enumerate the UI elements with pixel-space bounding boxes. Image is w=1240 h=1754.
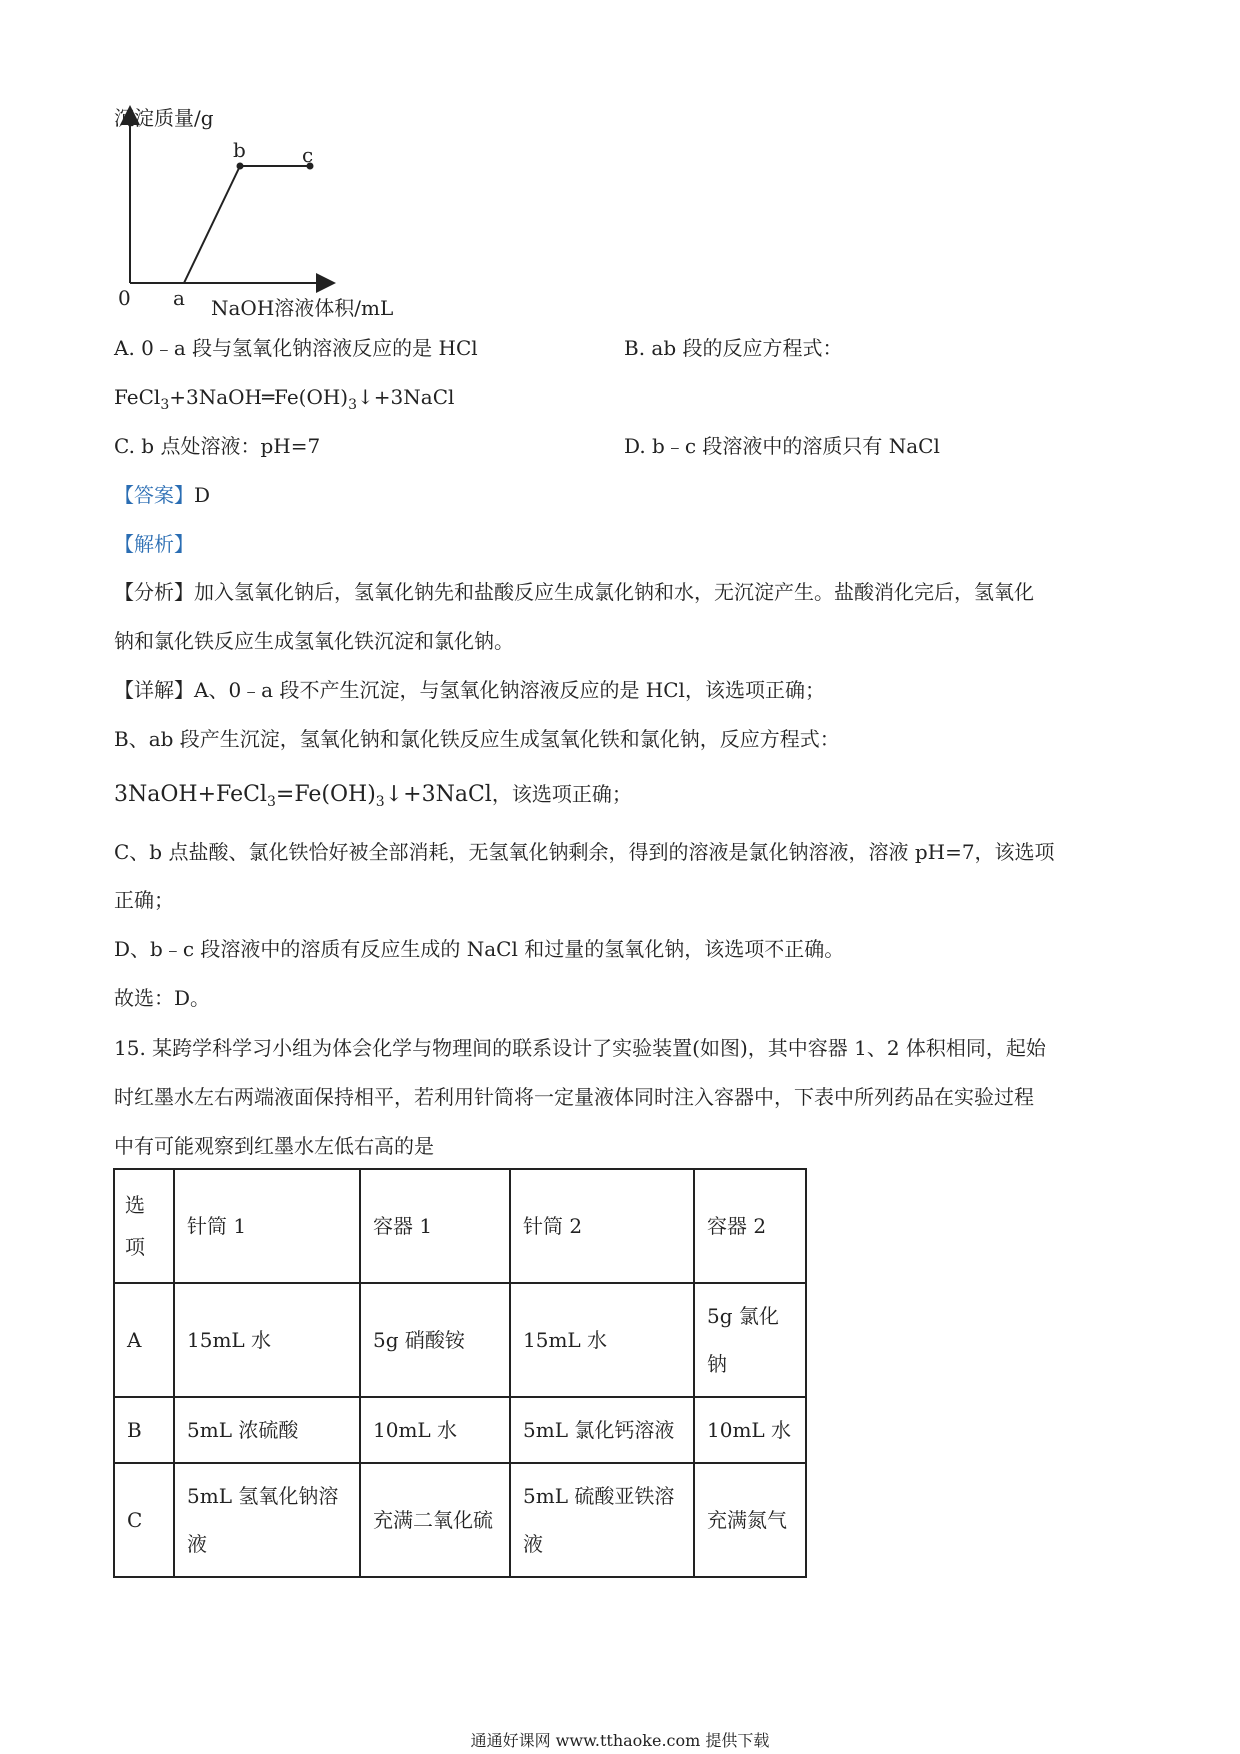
point-a-label: a — [173, 286, 185, 310]
option-b-equation: $FeCl_3+3NaOH═Fe(OH)_3↓+3NaCl$ — [114, 385, 455, 413]
question15-line2: 时红墨水左右两端液面保持相平，若利用针筒将一定量液体同时注入容器中，下表中所列药品在实验过程 — [114, 1085, 1034, 1109]
segment-ab — [184, 166, 240, 283]
header-cell: 针筒 1 — [174, 1169, 360, 1283]
option-d: D. b﹣c 段溶液中的溶质只有 NaCl — [624, 434, 940, 458]
point-b-dot — [237, 163, 244, 170]
fenxi-line1 — [114, 578, 1034, 606]
table-cell: 15mL 水 — [174, 1283, 360, 1397]
xiangjie-c-line2: 正确； — [114, 888, 174, 912]
question15-line1: 15. 某跨学科学习小组为体会化学与物理间的联系设计了实验装置(如图)，其中容器 1、2 体积相同，起始 — [114, 1036, 1046, 1060]
table-header-row — [114, 1169, 806, 1283]
table-row — [114, 1463, 806, 1577]
option-b: B. ab 段的反应方程式： — [624, 336, 843, 360]
xiangjie-bracket: 【详解】 — [114, 678, 194, 702]
fenxi-text1: 加入氢氧化钠后，氢氧化钠先和盐酸反应生成氯化钠和水，无沉淀产生。盐酸消化完后，氢氧化 — [194, 580, 1034, 604]
answer-line — [114, 481, 210, 509]
table-cell: C — [114, 1463, 174, 1577]
x-axis-label: NaOH溶液体积/mL — [211, 296, 394, 320]
header-cell: 针筒 2 — [510, 1169, 694, 1283]
xiangjie-b-equation-line — [114, 780, 632, 811]
table-cell: 5mL 硫酸亚铁溶液 — [510, 1463, 694, 1577]
y-axis-label: 沉淀质量/g — [114, 106, 214, 130]
question15-line3: 中有可能观察到红墨水左低右高的是 — [114, 1134, 434, 1158]
table-cell: 5g 氯化钠 — [694, 1283, 806, 1397]
header-cell: 容器 1 — [360, 1169, 510, 1283]
table-cell: 15mL 水 — [510, 1283, 694, 1397]
table-row — [114, 1283, 806, 1397]
xiangjie-b-line: B、ab 段产生沉淀，氢氧化钠和氯化铁反应生成氢氧化铁和氯化钠，反应方程式： — [114, 727, 840, 751]
table-cell: 充满二氧化硫 — [360, 1463, 510, 1577]
table-row — [114, 1397, 806, 1463]
point-c-label: c — [302, 143, 314, 167]
xiangjie-d-line: D、b﹣c 段溶液中的溶质有反应生成的 NaCl 和过量的氢氧化钠，该选项不正确。 — [114, 937, 845, 961]
table-cell: 充满氮气 — [694, 1463, 806, 1577]
xiangjie-c-line1: C、b 点盐酸、氯化铁恰好被全部消耗，无氢氧化钠剩余，得到的溶液是氯化钠溶液，溶液 pH=7，该选项 — [114, 840, 1055, 864]
table-cell: 5mL 浓硫酸 — [174, 1397, 360, 1463]
table-cell: 5mL 氯化钙溶液 — [510, 1397, 694, 1463]
fenxi-bracket: 【分析】 — [114, 580, 194, 604]
xiangjie-conclusion: 故选：D。 — [114, 986, 211, 1010]
xiangjie-b-equation: $3NaOH+FeCl_3=Fe(OH)_3↓+3NaCl$ — [114, 782, 492, 810]
answer-bracket: 【答案】 — [114, 483, 194, 507]
point-b-label: b — [233, 138, 246, 162]
xiangjie-b-equation-tail: ，该选项正确； — [491, 782, 632, 806]
analysis-label: 【解析】 — [114, 532, 194, 556]
table-cell: 5g 硝酸铵 — [360, 1283, 510, 1397]
answer-value: D — [194, 483, 211, 507]
xiangjie-a-line — [114, 676, 825, 704]
option-c: C. b 点处溶液：pH=7 — [114, 434, 321, 458]
option-a: A. 0﹣a 段与氢氧化钠溶液反应的是 HCl — [114, 336, 478, 360]
reagent-table — [113, 1168, 807, 1578]
header-cell: 选项 — [114, 1169, 174, 1283]
origin-label: 0 — [118, 286, 131, 310]
table-cell: A — [114, 1283, 174, 1397]
table-cell: B — [114, 1397, 174, 1463]
xiangjie-a-text: A、0﹣a 段不产生沉淀，与氢氧化钠溶液反应的是 HCl，该选项正确； — [194, 678, 825, 702]
table-cell: 10mL 水 — [694, 1397, 806, 1463]
table-cell: 10mL 水 — [360, 1397, 510, 1463]
header-cell: 容器 2 — [694, 1169, 806, 1283]
table-cell: 5mL 氢氧化钠溶液 — [174, 1463, 360, 1577]
fenxi-line2: 钠和氯化铁反应生成氢氧化铁沉淀和氯化钠。 — [114, 629, 514, 653]
page-footer: 通通好课网 www.tthaoke.com 提供下载 — [470, 1731, 770, 1750]
